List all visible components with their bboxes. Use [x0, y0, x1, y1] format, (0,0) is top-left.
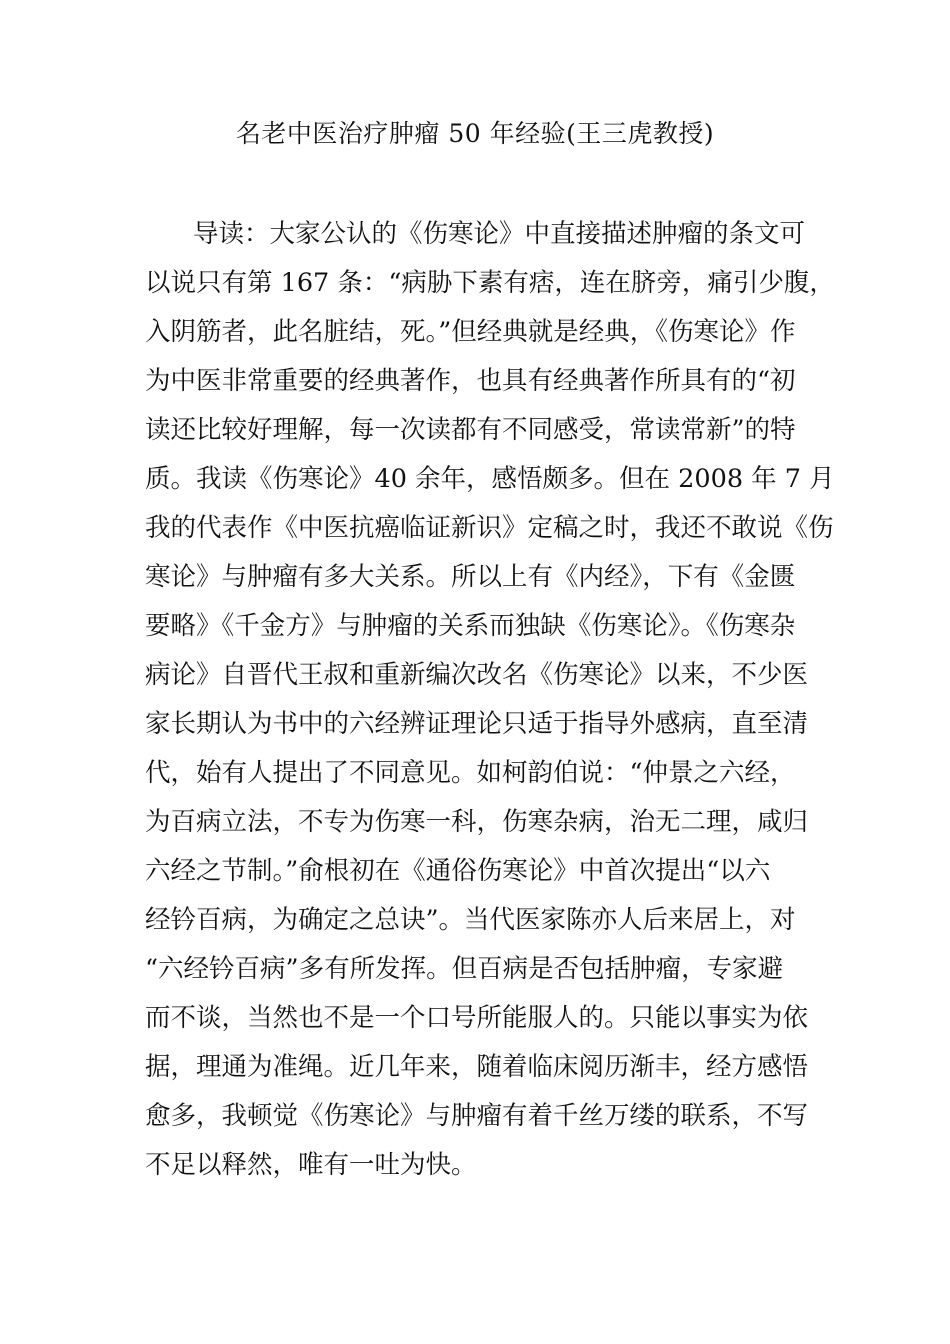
text-line: 导读：大家公认的《伤寒论》中直接描述肿瘤的条文可 [193, 219, 806, 249]
text-line: 我的代表作《中医抗癌临证新识》定稿之时，我还不敢说《伤 [145, 513, 834, 543]
text-line: 寒论》与肿瘤有多大关系。所以上有《内经》，下有《金匮 [145, 562, 796, 592]
document-title: 名老中医治疗肿瘤 50 年经验(王三虎教授) [235, 119, 715, 148]
text-line: “六经钤百病”多有所发挥。但百病是否包括肿瘤，专家避 [145, 954, 784, 984]
text-line: 经钤百病，为确定之总诀”。当代医家陈亦人后来居上，对 [145, 905, 796, 935]
text-line: 六经之节制。”俞根初在《通俗伤寒论》中首次提出“以六 [145, 856, 771, 886]
text-line: 据，理通为准绳。近几年来，随着临床阅历渐丰，经方感悟 [145, 1052, 809, 1082]
text-line: 而不谈，当然也不是一个口号所能服人的。只能以事实为依 [145, 1003, 809, 1033]
text-line: 入阴筋者，此名脏结，死。”但经典就是经典，《伤寒论》作 [145, 317, 796, 347]
text-line: 质。我读《伤寒论》40 余年，感悟颇多。但在 2008 年 7 月 [145, 464, 835, 494]
text-line: 以说只有第 167 条：“病胁下素有痞，连在脐旁，痛引少腹， [145, 268, 835, 298]
text-line: 不足以释然，唯有一吐为快。 [145, 1150, 477, 1180]
text-line: 病论》自晋代王叔和重新编次改名《伤寒论》以来，不少医 [145, 660, 809, 690]
text-line: 家长期认为书中的六经辨证理论只适于指导外感病，直至清 [145, 709, 809, 739]
text-line: 愈多，我顿觉《伤寒论》与肿瘤有着千丝万缕的联系，不写 [145, 1101, 809, 1131]
text-line: 读还比较好理解，每一次读都有不同感受，常读常新”的特 [145, 415, 796, 445]
text-line: 为中医非常重要的经典著作，也具有经典著作所具有的“初 [145, 366, 796, 396]
text-line: 代，始有人提出了不同意见。如柯韵伯说：“仲景之六经， [145, 758, 796, 788]
text-line: 为百病立法，不专为伤寒一科，伤寒杂病，治无二理，咸归 [145, 807, 809, 837]
text-line: 要略》《千金方》与肿瘤的关系而独缺《伤寒论》。《伤寒杂 [145, 611, 796, 641]
